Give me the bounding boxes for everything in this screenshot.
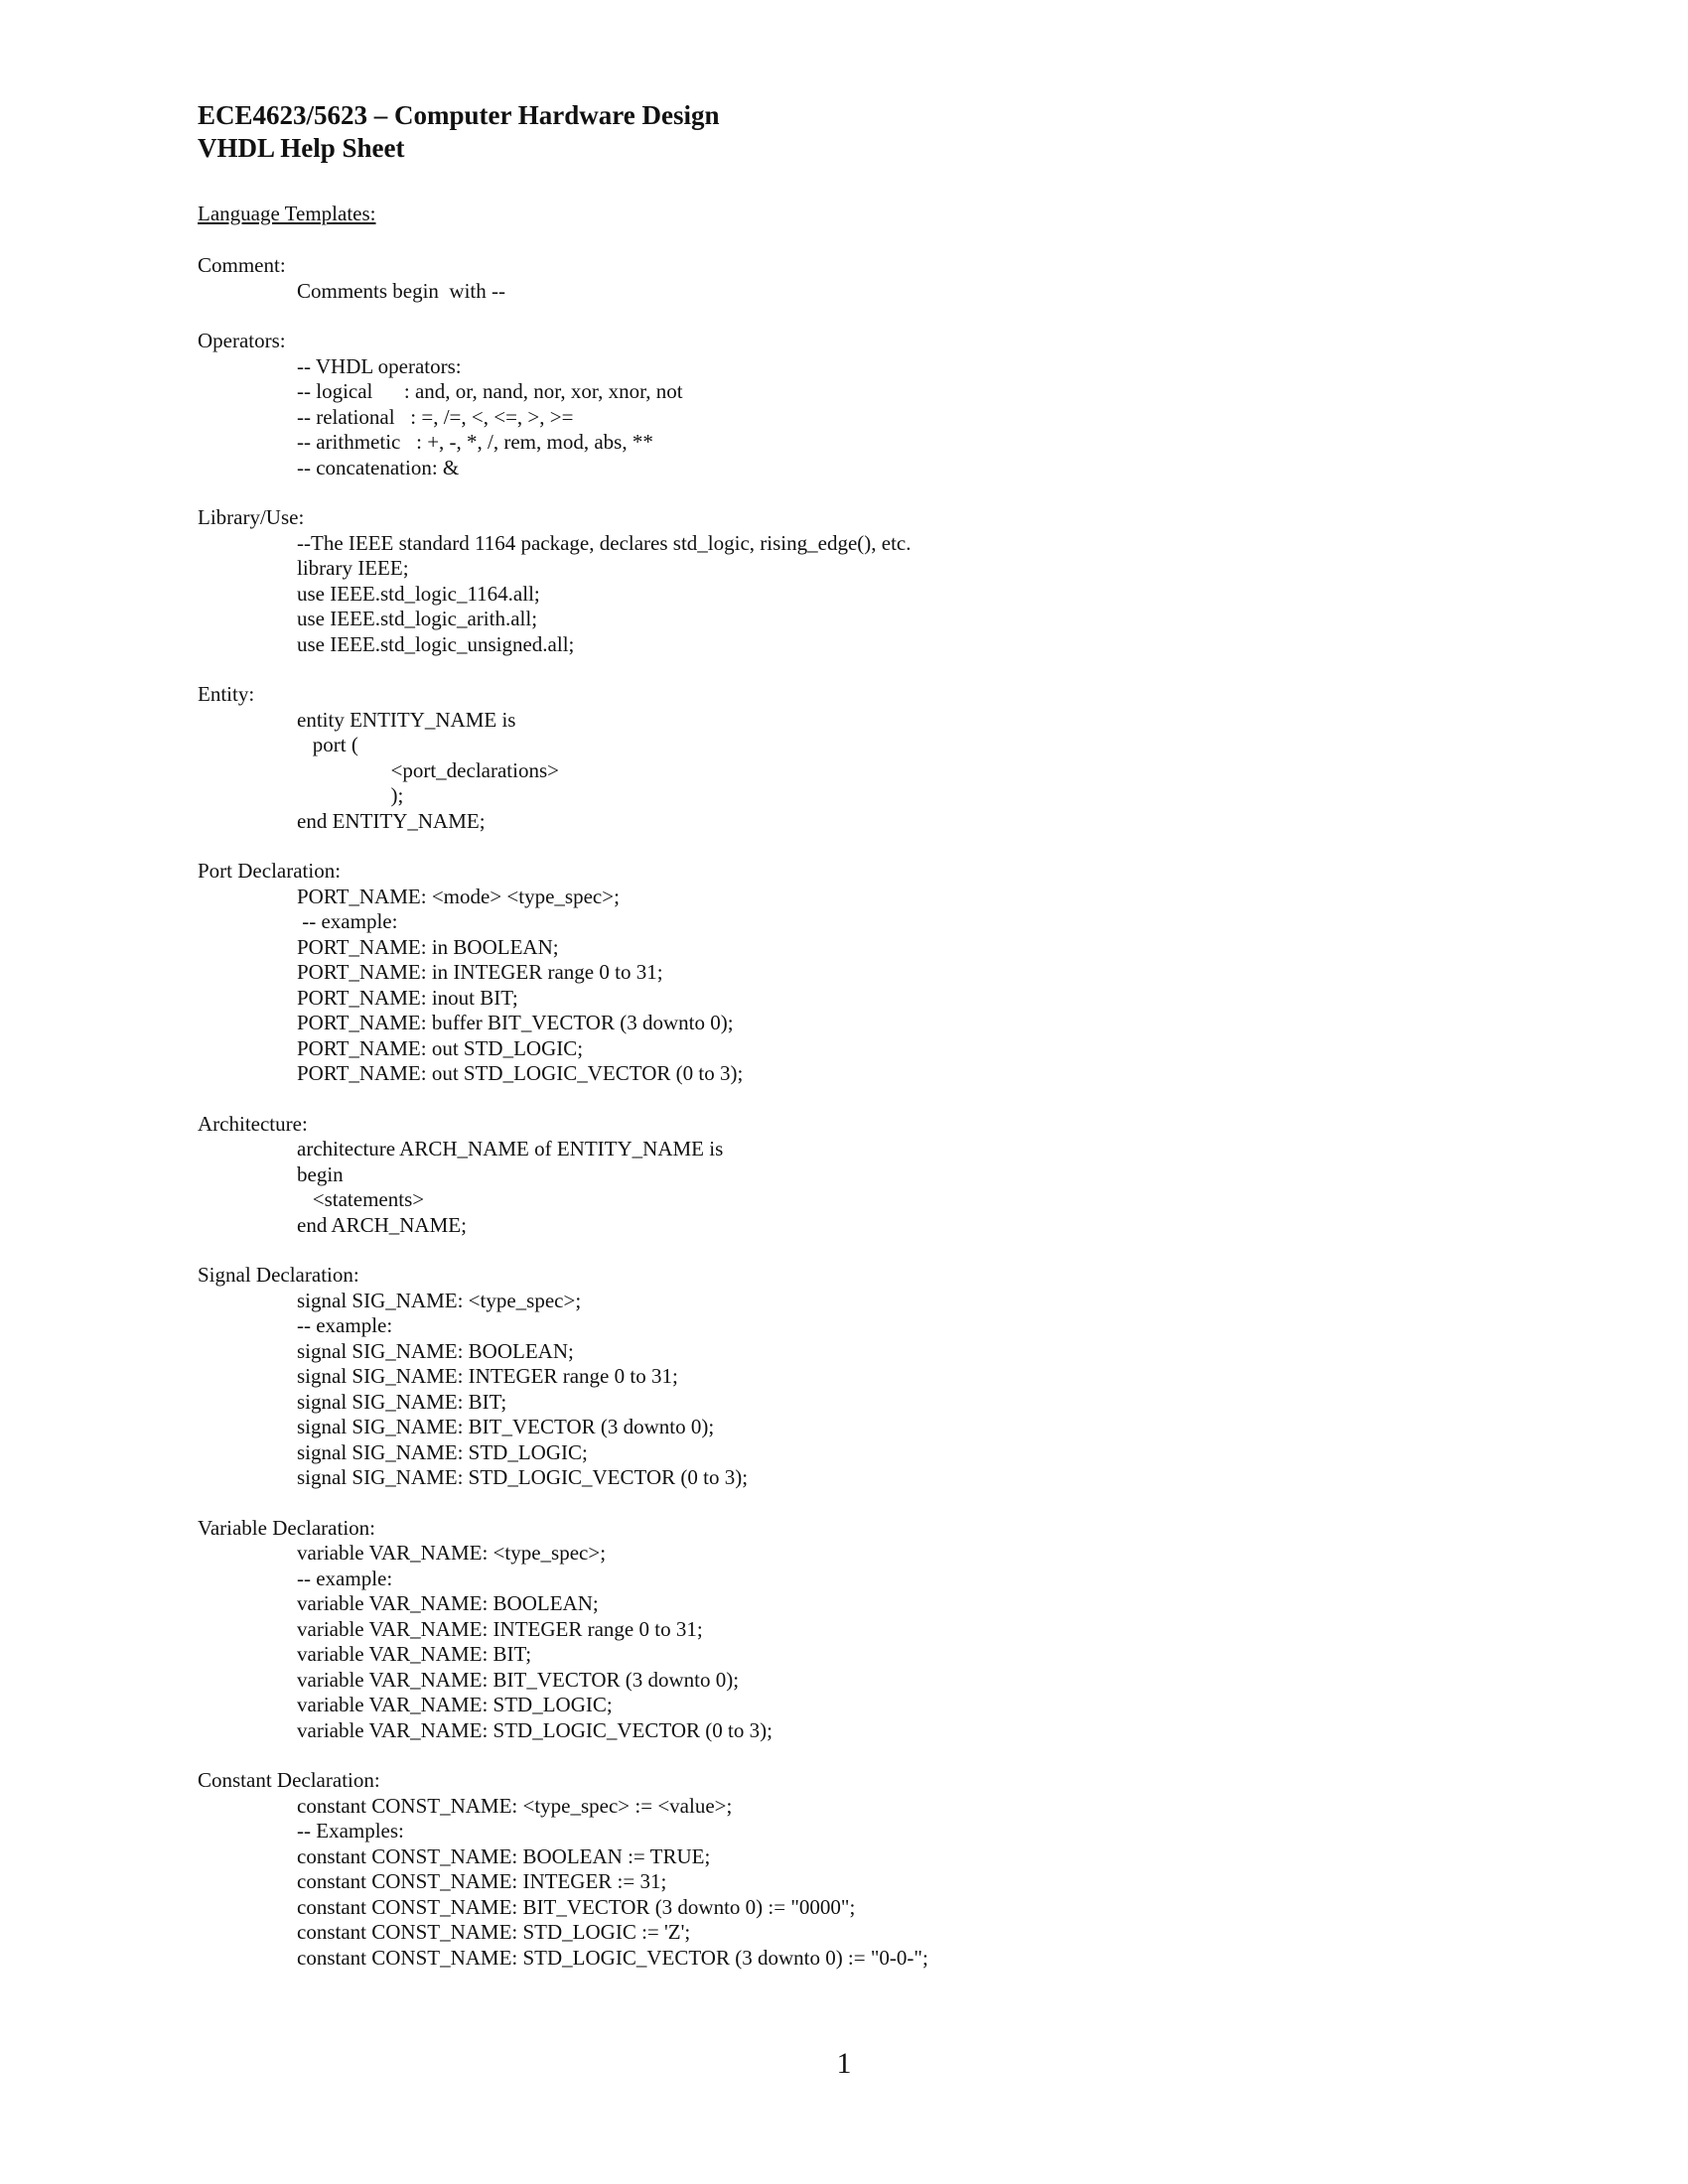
code-line: end ARCH_NAME; xyxy=(297,1212,467,1237)
code-line: constant CONST_NAME: BIT_VECTOR (3 downto 0) := "0000"; xyxy=(297,1894,856,1919)
code-line: library IEEE; xyxy=(297,556,409,580)
section-label: Constant Declaration: xyxy=(198,1768,380,1792)
code-line: constant CONST_NAME: STD_LOGIC := 'Z'; xyxy=(297,1920,691,1944)
code-line: signal SIG_NAME: STD_LOGIC; xyxy=(297,1439,588,1464)
code-line: -- example: xyxy=(297,909,398,933)
code-block xyxy=(297,708,1588,835)
document-header xyxy=(198,99,720,165)
code-line: PORT_NAME: <mode> <type_spec>; xyxy=(297,884,620,908)
templates-heading: Language Templates: xyxy=(198,202,376,225)
code-line: <port_declarations> xyxy=(297,757,559,782)
code-line: variable VAR_NAME: STD_LOGIC_VECTOR (0 to 3); xyxy=(297,1717,773,1742)
template-section xyxy=(198,1768,1588,1971)
template-section xyxy=(198,329,1588,480)
code-block xyxy=(297,1137,1588,1238)
code-line: variable VAR_NAME: BIT; xyxy=(297,1642,532,1666)
code-line: signal SIG_NAME: BOOLEAN; xyxy=(297,1338,574,1363)
code-line: <statements> xyxy=(297,1187,425,1211)
code-line: end ENTITY_NAME; xyxy=(297,808,486,833)
template-section xyxy=(198,505,1588,657)
code-line: signal SIG_NAME: BIT_VECTOR (3 downto 0); xyxy=(297,1415,715,1438)
code-line: signal SIG_NAME: INTEGER range 0 to 31; xyxy=(297,1364,678,1388)
code-line: signal SIG_NAME: <type_spec>; xyxy=(297,1288,582,1312)
code-line: variable VAR_NAME: BOOLEAN; xyxy=(297,1591,599,1615)
code-line: --The IEEE standard 1164 package, declares std_logic, rising_edge(), etc. xyxy=(297,530,912,555)
page-number: 1 xyxy=(836,2047,852,2080)
code-line: use IEEE.std_logic_1164.all; xyxy=(297,581,540,606)
section-label: Port Declaration: xyxy=(198,859,342,883)
sheet-title: VHDL Help Sheet xyxy=(198,133,405,163)
section-label: Architecture: xyxy=(198,1111,308,1136)
code-line: PORT_NAME: in INTEGER range 0 to 31; xyxy=(297,960,663,984)
section-label: Comment: xyxy=(198,253,286,277)
template-section xyxy=(198,859,1588,1087)
code-line: use IEEE.std_logic_arith.all; xyxy=(297,607,538,630)
code-line: constant CONST_NAME: STD_LOGIC_VECTOR (3 downto 0) := "0-0-"; xyxy=(297,1945,928,1970)
code-line: architecture ARCH_NAME of ENTITY_NAME is xyxy=(297,1137,724,1160)
code-line: -- relational : =, /=, <, <=, >, >= xyxy=(297,404,574,429)
code-block xyxy=(297,1541,1588,1743)
section-label: Variable Declaration: xyxy=(198,1515,375,1540)
code-block xyxy=(297,885,1588,1087)
code-line: begin xyxy=(297,1161,344,1186)
code-line: variable VAR_NAME: INTEGER range 0 to 31; xyxy=(297,1616,703,1641)
code-line: PORT_NAME: buffer BIT_VECTOR (3 downto 0); xyxy=(297,1011,734,1034)
template-section xyxy=(198,682,1588,834)
code-line: variable VAR_NAME: <type_spec>; xyxy=(297,1541,607,1565)
template-sections xyxy=(198,253,1588,1995)
code-line: -- Examples: xyxy=(297,1819,404,1843)
code-block xyxy=(297,279,1588,305)
section-label: Library/Use: xyxy=(198,505,305,529)
template-section xyxy=(198,1263,1588,1491)
code-line: constant CONST_NAME: BOOLEAN := TRUE; xyxy=(297,1843,711,1868)
code-line: port ( xyxy=(297,733,358,756)
code-line: PORT_NAME: out STD_LOGIC; xyxy=(297,1035,584,1060)
code-line: -- VHDL operators: xyxy=(297,353,462,378)
code-line: -- logical : and, or, nand, nor, xor, xnor, not xyxy=(297,379,683,403)
code-line: variable VAR_NAME: STD_LOGIC; xyxy=(297,1693,613,1716)
code-line: constant CONST_NAME: INTEGER := 31; xyxy=(297,1869,667,1893)
code-line: PORT_NAME: in BOOLEAN; xyxy=(297,934,559,959)
code-block xyxy=(297,1794,1588,1972)
code-line: -- arithmetic : +, -, *, /, rem, mod, abs, ** xyxy=(297,430,653,454)
code-block xyxy=(297,354,1588,481)
course-title: ECE4623/5623 – Computer Hardware Design xyxy=(198,100,720,130)
section-label: Operators: xyxy=(198,329,286,352)
code-line: constant CONST_NAME: <type_spec> := <value>; xyxy=(297,1793,733,1818)
code-line: -- concatenation: & xyxy=(297,455,460,479)
code-line: -- example: xyxy=(297,1313,393,1337)
template-section xyxy=(198,1516,1588,1744)
code-line: -- example: xyxy=(297,1566,393,1590)
code-line: Comments begin with -- xyxy=(297,278,505,303)
section-label: Signal Declaration: xyxy=(198,1263,359,1287)
code-line: signal SIG_NAME: STD_LOGIC_VECTOR (0 to 3); xyxy=(297,1465,749,1489)
template-section xyxy=(198,1112,1588,1239)
code-line: variable VAR_NAME: BIT_VECTOR (3 downto 0); xyxy=(297,1667,740,1692)
code-block xyxy=(297,531,1588,658)
template-section xyxy=(198,253,1588,304)
code-line: use IEEE.std_logic_unsigned.all; xyxy=(297,631,575,656)
section-label: Entity: xyxy=(198,682,255,706)
code-line: PORT_NAME: out STD_LOGIC_VECTOR (0 to 3); xyxy=(297,1061,744,1085)
code-line: signal SIG_NAME: BIT; xyxy=(297,1389,507,1414)
code-block xyxy=(297,1289,1588,1491)
code-line: ); xyxy=(297,783,404,807)
code-line: PORT_NAME: inout BIT; xyxy=(297,985,518,1010)
code-line: entity ENTITY_NAME is xyxy=(297,707,516,732)
